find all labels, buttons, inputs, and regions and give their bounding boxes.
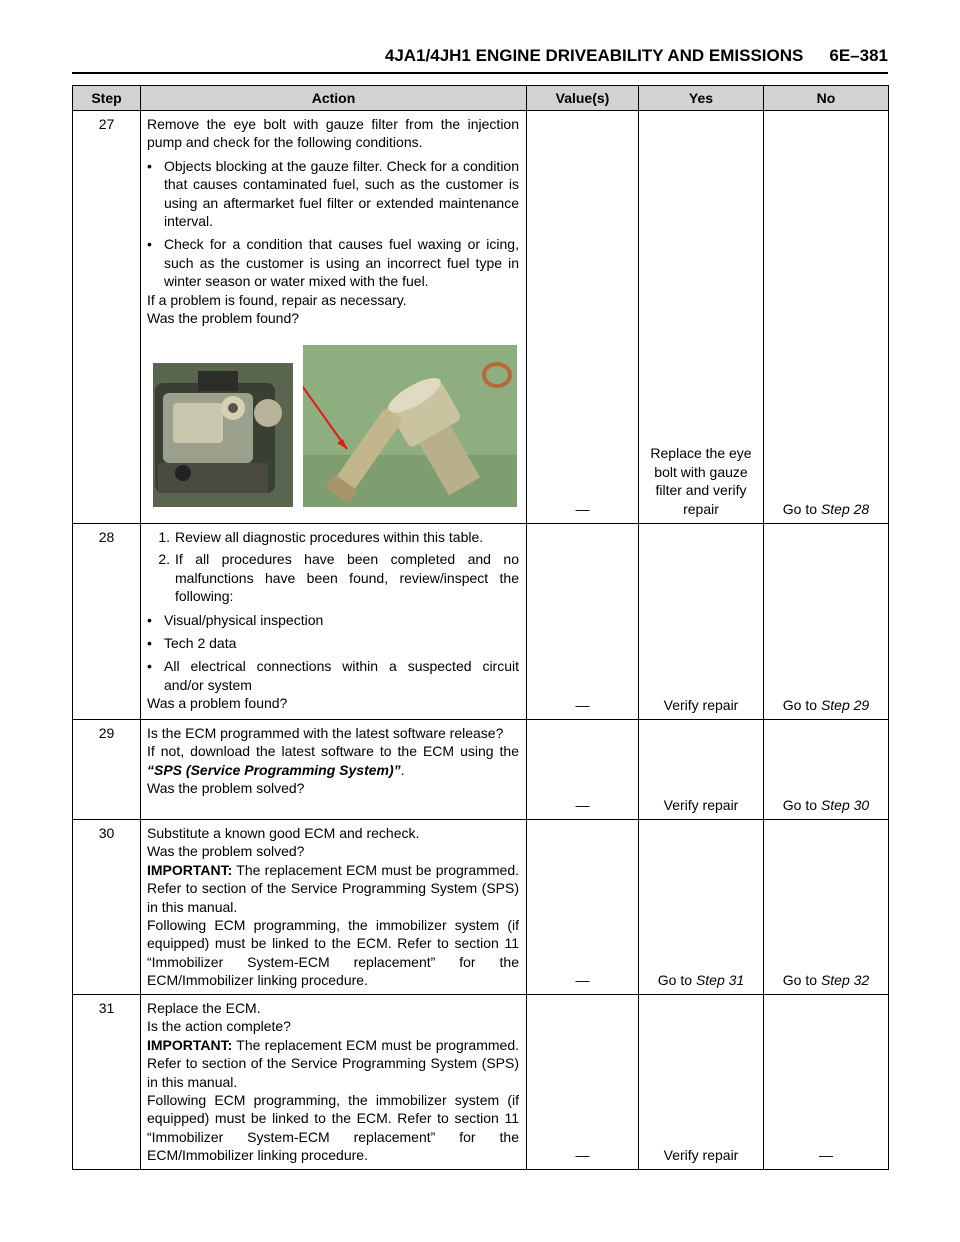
action-text: Following ECM programming, the immobilizer system (if equipped) must be linked to the ECM. Refer to section 11 “Immobilizer System-ECM replacement” for the ECM/Immobilizer linking procedure. (147, 1092, 519, 1164)
bullet-item: • Visual/physical inspection (147, 611, 324, 628)
value-cell: — (527, 111, 639, 524)
important-note: IMPORTANT: The replacement ECM must be programmed. Refer to section of the Service Programming System (SPS) in this manual. (147, 1036, 519, 1090)
table-row (73, 820, 889, 995)
col-header-step: Step (73, 86, 141, 111)
step-number: 31 (73, 995, 141, 1170)
action-text: If not, download the latest software to the ECM using the “SPS (Service Programming System)”. (147, 743, 519, 778)
value-cell: — (527, 720, 639, 820)
page-header (72, 46, 888, 70)
action-question: Is the action complete? (147, 1018, 291, 1035)
table-row (73, 524, 889, 720)
bullet-item: • Check for a condition that causes fuel waxing or icing, such as the customer is using an incorrect fuel type in winter season or water mixed with the fuel. (147, 236, 519, 290)
no-cell: Go to Step 32 (764, 820, 889, 995)
value-cell: — (527, 820, 639, 995)
action-text: Is the ECM programmed with the latest software release? (147, 725, 504, 741)
action-text: Remove the eye bolt with gauze filter from the injection pump and check for the following conditions. (147, 116, 519, 151)
action-question: Was the problem found? (147, 310, 300, 327)
table-row (73, 720, 889, 820)
bullet-item: • All electrical connections within a suspected circuit and/or system (147, 658, 519, 693)
step-number: 29 (73, 720, 141, 820)
action-question: Was the problem solved? (147, 843, 305, 860)
action-text: Following ECM programming, the immobilizer system (if equipped) must be linked to the ECM. Refer to section 11 “Immobilizer System-ECM replacement” for the ECM/Immobilizer linking procedure. (147, 917, 519, 989)
bullet-item: • Objects blocking at the gauze filter. Check for a condition that causes contaminated fuel, such as the customer is using an aftermarket fuel filter or extended maintenance interval. (147, 157, 519, 230)
action-cell (141, 820, 527, 995)
action-text: If a problem is found, repair as necessary. (147, 291, 407, 308)
no-cell: Go to Step 30 (764, 720, 889, 820)
step-reference: Step 28 (820, 500, 870, 517)
page-number: 6E–381 (829, 46, 888, 65)
eye-bolt-filter-photo (303, 345, 517, 507)
action-cell (141, 720, 527, 820)
yes-cell: Verify repair (639, 995, 764, 1170)
step-number: 30 (73, 820, 141, 995)
action-cell (141, 995, 527, 1170)
step-number: 28 (73, 524, 141, 720)
photo-strip (147, 345, 519, 507)
page-title: 4JA1/4JH1 ENGINE DRIVEABILITY AND EMISSIONS (384, 46, 804, 65)
diagnostic-table (72, 85, 889, 1170)
no-cell: Go to Step 28 (764, 111, 889, 524)
action-cell (141, 111, 527, 524)
action-question: Was a problem found? (147, 695, 288, 712)
sps-reference: “SPS (Service Programming System)” (147, 761, 401, 778)
col-header-action: Action (141, 86, 527, 111)
col-header-no: No (764, 86, 889, 111)
step-reference: Step 29 (820, 696, 870, 713)
yes-cell: Go to Step 31 (639, 820, 764, 995)
step-number: 27 (73, 111, 141, 524)
table-header-row (73, 86, 889, 111)
action-question: Was the problem solved? (147, 780, 305, 797)
no-cell: — (764, 995, 889, 1170)
yes-cell: Replace the eye bolt with gauze filter and verify repair (639, 111, 764, 524)
no-cell: Go to Step 29 (764, 524, 889, 720)
step-reference: Step 30 (820, 796, 870, 813)
col-header-yes: Yes (639, 86, 764, 111)
numbered-item: 1. Review all diagnostic procedures within this table. (158, 529, 484, 545)
injection-pump-photo (153, 363, 293, 507)
step-reference: Step 31 (695, 971, 745, 988)
header-rule (72, 72, 888, 74)
bullet-item: • Tech 2 data (147, 635, 237, 652)
action-cell (141, 524, 527, 720)
yes-cell: Verify repair (639, 524, 764, 720)
numbered-item: 2. If all procedures have been completed and no malfunctions have been found, review/inspect the following: (158, 551, 519, 605)
important-note: IMPORTANT: The replacement ECM must be programmed. Refer to section of the Service Programming System (SPS) in this manual. (147, 861, 519, 915)
table-row (73, 995, 889, 1170)
value-cell: — (527, 524, 639, 720)
yes-cell: Verify repair (639, 720, 764, 820)
value-cell: — (527, 995, 639, 1170)
col-header-values: Value(s) (527, 86, 639, 111)
step-reference: Step 32 (820, 971, 870, 988)
table-row (73, 111, 889, 524)
action-text: Substitute a known good ECM and recheck. (147, 825, 420, 841)
action-text: Replace the ECM. (147, 1000, 261, 1016)
